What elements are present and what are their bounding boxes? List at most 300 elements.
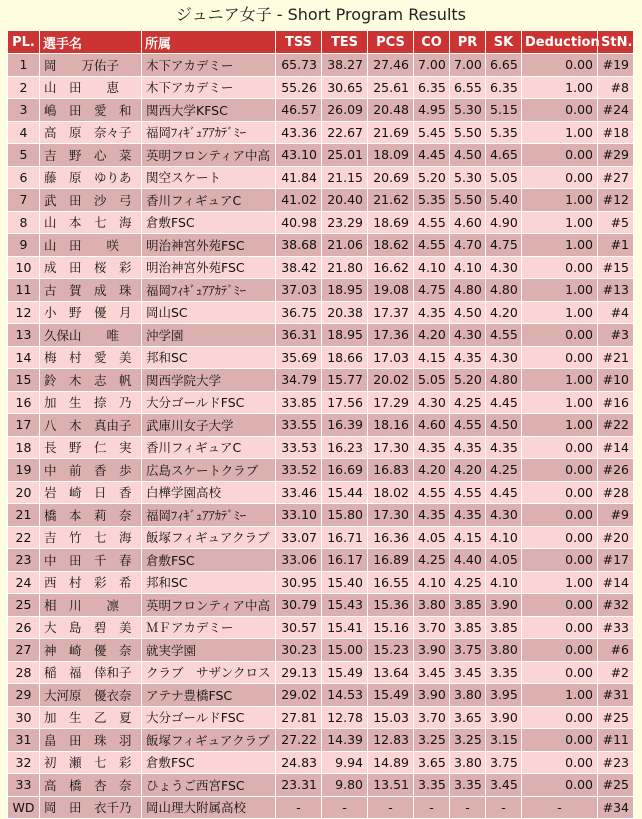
start-number-cell: #29 [598, 144, 634, 167]
co-cell: 4.20 [414, 459, 450, 482]
name-cell: 嶋 田 愛 和 [40, 99, 142, 122]
pcs-cell: 15.49 [368, 684, 414, 707]
sk-cell: 4.30 [486, 504, 522, 527]
tss-cell: 29.13 [276, 661, 322, 684]
sk-cell: 6.35 [486, 76, 522, 99]
tss-cell: 40.98 [276, 211, 322, 234]
pcs-cell: 17.03 [368, 346, 414, 369]
name-cell: 大 島 碧 美 [40, 616, 142, 639]
tss-cell: 27.81 [276, 706, 322, 729]
name-cell: 神 崎 優 奈 [40, 639, 142, 662]
tss-cell: 30.57 [276, 616, 322, 639]
pr-cell: 6.55 [450, 76, 486, 99]
tss-cell: 33.06 [276, 549, 322, 572]
tss-cell: 41.84 [276, 166, 322, 189]
pr-cell: 4.50 [450, 144, 486, 167]
pcs-cell: 17.36 [368, 324, 414, 347]
start-number-cell: #18 [598, 121, 634, 144]
table-row [8, 594, 634, 617]
deduction-cell: 1.00 [522, 121, 598, 144]
tss-cell: 33.55 [276, 414, 322, 437]
tss-cell: 38.42 [276, 256, 322, 279]
sk-cell: 3.90 [486, 594, 522, 617]
table-row [8, 324, 634, 347]
name-cell: 初 瀬 七 彩 [40, 751, 142, 774]
table-row [8, 189, 634, 212]
sk-cell: 3.90 [486, 706, 522, 729]
place-cell: 33 [8, 774, 40, 797]
tes-cell: 12.78 [322, 706, 368, 729]
start-number-cell: #20 [598, 526, 634, 549]
tes-cell: 18.66 [322, 346, 368, 369]
sk-cell: 3.75 [486, 751, 522, 774]
pr-cell: 4.15 [450, 526, 486, 549]
tss-cell: 33.07 [276, 526, 322, 549]
col-header-pr: PR [450, 31, 486, 54]
table-row [8, 121, 634, 144]
pcs-cell: 17.37 [368, 301, 414, 324]
co-cell: 3.70 [414, 706, 450, 729]
name-cell: 橋 本 莉 奈 [40, 504, 142, 527]
tss-cell: 33.52 [276, 459, 322, 482]
place-cell: 4 [8, 121, 40, 144]
sk-cell: 4.20 [486, 301, 522, 324]
pr-cell: 4.35 [450, 436, 486, 459]
place-cell: 6 [8, 166, 40, 189]
place-cell: 19 [8, 459, 40, 482]
sk-cell: 4.55 [486, 324, 522, 347]
pcs-cell: 16.62 [368, 256, 414, 279]
start-number-cell: #1 [598, 234, 634, 257]
name-cell: 高 原 奈々子 [40, 121, 142, 144]
tes-cell: - [322, 796, 368, 819]
start-number-cell: #9 [598, 504, 634, 527]
col-header-tes: TES [322, 31, 368, 54]
place-cell: 23 [8, 549, 40, 572]
name-cell: 中 田 千 春 [40, 549, 142, 572]
deduction-cell: 0.00 [522, 549, 598, 572]
start-number-cell: #31 [598, 684, 634, 707]
start-number-cell: #24 [598, 99, 634, 122]
pcs-cell: 16.36 [368, 526, 414, 549]
start-number-cell: #28 [598, 481, 634, 504]
tss-cell: 43.10 [276, 144, 322, 167]
club-cell: 英明フロンティア中高 [142, 594, 276, 617]
club-cell: 倉敷FSC [142, 751, 276, 774]
tss-cell: 38.68 [276, 234, 322, 257]
co-cell: 4.55 [414, 234, 450, 257]
start-number-cell: #33 [598, 616, 634, 639]
name-cell: 久保山 唯 [40, 324, 142, 347]
name-cell: 藤 原 ゆりあ [40, 166, 142, 189]
table-row [8, 616, 634, 639]
name-cell: 畠 田 珠 羽 [40, 729, 142, 752]
tss-cell: 37.03 [276, 279, 322, 302]
tes-cell: 14.39 [322, 729, 368, 752]
tes-cell: 21.06 [322, 234, 368, 257]
table-row [8, 706, 634, 729]
place-cell: 2 [8, 76, 40, 99]
results-body [8, 54, 634, 819]
name-cell: 中 前 香 歩 [40, 459, 142, 482]
tes-cell: 16.69 [322, 459, 368, 482]
start-number-cell: #17 [598, 549, 634, 572]
pcs-cell: 17.30 [368, 504, 414, 527]
pcs-cell: 16.89 [368, 549, 414, 572]
pr-cell: 3.80 [450, 751, 486, 774]
header-row [8, 31, 634, 54]
deduction-cell: 0.00 [522, 54, 598, 77]
tes-cell: 9.80 [322, 774, 368, 797]
club-cell: 香川フィギュアC [142, 436, 276, 459]
club-cell: 明治神宮外苑FSC [142, 256, 276, 279]
name-cell: 加 生 乙 夏 [40, 706, 142, 729]
deduction-cell: 0.00 [522, 616, 598, 639]
start-number-cell: #15 [598, 256, 634, 279]
club-cell: ひょうご西宮FSC [142, 774, 276, 797]
start-number-cell: #26 [598, 459, 634, 482]
co-cell: 3.90 [414, 639, 450, 662]
tes-cell: 21.80 [322, 256, 368, 279]
col-header-deduction: Deduction [522, 31, 598, 54]
name-cell: 山 田 咲 [40, 234, 142, 257]
place-cell: 13 [8, 324, 40, 347]
co-cell: 5.35 [414, 189, 450, 212]
tss-cell: 24.83 [276, 751, 322, 774]
col-header-co: CO [414, 31, 450, 54]
sk-cell: 3.15 [486, 729, 522, 752]
club-cell: 岡山SC [142, 301, 276, 324]
name-cell: 吉 竹 七 海 [40, 526, 142, 549]
tes-cell: 15.43 [322, 594, 368, 617]
tss-cell: 46.57 [276, 99, 322, 122]
place-cell: 7 [8, 189, 40, 212]
pcs-cell: 14.89 [368, 751, 414, 774]
place-cell: WD [8, 796, 40, 819]
table-row [8, 684, 634, 707]
tss-cell: 27.22 [276, 729, 322, 752]
co-cell: 4.35 [414, 436, 450, 459]
pr-cell: 3.65 [450, 706, 486, 729]
tes-cell: 18.95 [322, 279, 368, 302]
pr-cell: 5.30 [450, 166, 486, 189]
pr-cell: 4.80 [450, 279, 486, 302]
start-number-cell: #13 [598, 279, 634, 302]
start-number-cell: #10 [598, 369, 634, 392]
sk-cell: 5.15 [486, 99, 522, 122]
deduction-cell: - [522, 796, 598, 819]
pr-cell: 7.00 [450, 54, 486, 77]
results-table [7, 30, 634, 819]
co-cell: 4.55 [414, 211, 450, 234]
co-cell: 5.05 [414, 369, 450, 392]
pr-cell: 5.30 [450, 99, 486, 122]
deduction-cell: 0.00 [522, 639, 598, 662]
pr-cell: 3.85 [450, 616, 486, 639]
place-cell: 24 [8, 571, 40, 594]
pr-cell: 3.45 [450, 661, 486, 684]
club-cell: クラブ サザンクロス [142, 661, 276, 684]
pcs-cell: 21.69 [368, 121, 414, 144]
place-cell: 1 [8, 54, 40, 77]
club-cell: 英明フロンティア中高 [142, 144, 276, 167]
place-cell: 16 [8, 391, 40, 414]
pcs-cell: 20.48 [368, 99, 414, 122]
tss-cell: 33.85 [276, 391, 322, 414]
tss-cell: - [276, 796, 322, 819]
deduction-cell: 1.00 [522, 571, 598, 594]
name-cell: 相 川 凛 [40, 594, 142, 617]
club-cell: 明治神宮外苑FSC [142, 234, 276, 257]
pcs-cell: 15.36 [368, 594, 414, 617]
place-cell: 27 [8, 639, 40, 662]
tes-cell: 23.29 [322, 211, 368, 234]
start-number-cell: #19 [598, 54, 634, 77]
pcs-cell: 19.08 [368, 279, 414, 302]
tss-cell: 33.46 [276, 481, 322, 504]
pr-cell: 3.80 [450, 684, 486, 707]
pcs-cell: 16.83 [368, 459, 414, 482]
tss-cell: 29.02 [276, 684, 322, 707]
place-cell: 3 [8, 99, 40, 122]
name-cell: 梅 村 愛 美 [40, 346, 142, 369]
pr-cell: 4.55 [450, 414, 486, 437]
page-title: ジュニア女子 - Short Program Results [175, 5, 467, 24]
pcs-cell: 25.61 [368, 76, 414, 99]
deduction-cell: 1.00 [522, 234, 598, 257]
pr-cell: 4.20 [450, 459, 486, 482]
pr-cell: 3.85 [450, 594, 486, 617]
table-row [8, 256, 634, 279]
table-row [8, 459, 634, 482]
club-cell: 飯塚フィギュアクラブ [142, 729, 276, 752]
deduction-cell: 0.00 [522, 436, 598, 459]
sk-cell: 4.10 [486, 526, 522, 549]
col-header-pcs: PCS [368, 31, 414, 54]
table-row [8, 639, 634, 662]
pr-cell: 4.25 [450, 571, 486, 594]
place-cell: 32 [8, 751, 40, 774]
co-cell: 5.45 [414, 121, 450, 144]
table-row [8, 526, 634, 549]
pcs-cell: 15.16 [368, 616, 414, 639]
tss-cell: 41.02 [276, 189, 322, 212]
tes-cell: 21.15 [322, 166, 368, 189]
place-cell: 21 [8, 504, 40, 527]
place-cell: 20 [8, 481, 40, 504]
sk-cell: 4.35 [486, 436, 522, 459]
name-cell: 岩 崎 日 香 [40, 481, 142, 504]
club-cell: 邦和SC [142, 571, 276, 594]
name-cell: 大河原 優衣奈 [40, 684, 142, 707]
deduction-cell: 0.00 [522, 729, 598, 752]
table-row [8, 504, 634, 527]
place-cell: 14 [8, 346, 40, 369]
deduction-cell: 0.00 [522, 504, 598, 527]
pcs-cell: 20.69 [368, 166, 414, 189]
name-cell: 高 橋 杏 奈 [40, 774, 142, 797]
pcs-cell: 18.16 [368, 414, 414, 437]
start-number-cell: #5 [598, 211, 634, 234]
sk-cell: 5.05 [486, 166, 522, 189]
deduction-cell: 1.00 [522, 391, 598, 414]
pr-cell: 4.50 [450, 301, 486, 324]
pr-cell: 4.35 [450, 346, 486, 369]
co-cell: 6.35 [414, 76, 450, 99]
start-number-cell: #14 [598, 436, 634, 459]
start-number-cell: #25 [598, 774, 634, 797]
deduction-cell: 1.00 [522, 369, 598, 392]
name-cell: 山 本 七 海 [40, 211, 142, 234]
club-cell: 武庫川女子大学 [142, 414, 276, 437]
place-cell: 29 [8, 684, 40, 707]
name-cell: 稲 福 倖和子 [40, 661, 142, 684]
place-cell: 8 [8, 211, 40, 234]
name-cell: 山 田 恵 [40, 76, 142, 99]
start-number-cell: #14 [598, 571, 634, 594]
table-row [8, 369, 634, 392]
tes-cell: 20.40 [322, 189, 368, 212]
club-cell: 飯塚フィギュアクラブ [142, 526, 276, 549]
tss-cell: 65.73 [276, 54, 322, 77]
co-cell: 4.75 [414, 279, 450, 302]
sk-cell: 4.90 [486, 211, 522, 234]
start-number-cell: #21 [598, 346, 634, 369]
sk-cell: 3.85 [486, 616, 522, 639]
pr-cell: 4.35 [450, 504, 486, 527]
tss-cell: 33.10 [276, 504, 322, 527]
club-cell: 香川フィギュアC [142, 189, 276, 212]
tes-cell: 9.94 [322, 751, 368, 774]
club-cell: 広島スケートクラブ [142, 459, 276, 482]
tss-cell: 35.69 [276, 346, 322, 369]
name-cell: 西 村 彩 希 [40, 571, 142, 594]
pcs-cell: 13.64 [368, 661, 414, 684]
pr-cell: 5.50 [450, 121, 486, 144]
start-number-cell: #8 [598, 76, 634, 99]
tss-cell: 30.79 [276, 594, 322, 617]
sk-cell: 4.10 [486, 571, 522, 594]
name-cell: 吉 野 心 菜 [40, 144, 142, 167]
pr-cell: 4.60 [450, 211, 486, 234]
tes-cell: 15.80 [322, 504, 368, 527]
co-cell: 5.20 [414, 166, 450, 189]
place-cell: 10 [8, 256, 40, 279]
name-cell: 八 木 真由子 [40, 414, 142, 437]
tes-cell: 25.01 [322, 144, 368, 167]
co-cell: 4.05 [414, 526, 450, 549]
pcs-cell: 18.02 [368, 481, 414, 504]
start-number-cell: #34 [598, 796, 634, 819]
tes-cell: 16.39 [322, 414, 368, 437]
pcs-cell: - [368, 796, 414, 819]
deduction-cell: 0.00 [522, 526, 598, 549]
tes-cell: 18.95 [322, 324, 368, 347]
deduction-cell: 0.00 [522, 166, 598, 189]
co-cell: - [414, 796, 450, 819]
table-row [8, 796, 634, 819]
start-number-cell: #23 [598, 751, 634, 774]
start-number-cell: #11 [598, 729, 634, 752]
start-number-cell: #25 [598, 706, 634, 729]
sk-cell: 4.45 [486, 481, 522, 504]
club-cell: 大分ゴールドFSC [142, 391, 276, 414]
co-cell: 4.30 [414, 391, 450, 414]
co-cell: 4.25 [414, 549, 450, 572]
pcs-cell: 18.62 [368, 234, 414, 257]
club-cell: 関西学院大学 [142, 369, 276, 392]
place-cell: 12 [8, 301, 40, 324]
club-cell: 岡山理大附属高校 [142, 796, 276, 819]
pcs-cell: 20.02 [368, 369, 414, 392]
sk-cell: 4.80 [486, 279, 522, 302]
sk-cell: - [486, 796, 522, 819]
place-cell: 31 [8, 729, 40, 752]
pr-cell: 4.25 [450, 391, 486, 414]
place-cell: 17 [8, 414, 40, 437]
start-number-cell: #32 [598, 594, 634, 617]
pcs-cell: 15.03 [368, 706, 414, 729]
place-cell: 9 [8, 234, 40, 257]
name-cell: 鈴 木 志 帆 [40, 369, 142, 392]
deduction-cell: 0.00 [522, 706, 598, 729]
name-cell: 加 生 捺 乃 [40, 391, 142, 414]
sk-cell: 3.80 [486, 639, 522, 662]
pcs-cell: 21.62 [368, 189, 414, 212]
tes-cell: 17.56 [322, 391, 368, 414]
co-cell: 3.70 [414, 616, 450, 639]
co-cell: 3.45 [414, 661, 450, 684]
sk-cell: 5.40 [486, 189, 522, 212]
deduction-cell: 0.00 [522, 256, 598, 279]
tes-cell: 22.67 [322, 121, 368, 144]
co-cell: 4.60 [414, 414, 450, 437]
table-row [8, 571, 634, 594]
pr-cell: 3.35 [450, 774, 486, 797]
sk-cell: 4.45 [486, 391, 522, 414]
start-number-cell: #3 [598, 324, 634, 347]
pr-cell: 4.55 [450, 481, 486, 504]
pcs-cell: 13.51 [368, 774, 414, 797]
co-cell: 4.45 [414, 144, 450, 167]
club-cell: 関空スケート [142, 166, 276, 189]
table-row [8, 346, 634, 369]
co-cell: 3.80 [414, 594, 450, 617]
pcs-cell: 18.09 [368, 144, 414, 167]
deduction-cell: 0.00 [522, 324, 598, 347]
pr-cell: 4.30 [450, 324, 486, 347]
tss-cell: 36.31 [276, 324, 322, 347]
co-cell: 4.55 [414, 481, 450, 504]
table-row [8, 729, 634, 752]
tes-cell: 16.23 [322, 436, 368, 459]
deduction-cell: 1.00 [522, 279, 598, 302]
start-number-cell: #2 [598, 661, 634, 684]
deduction-cell: 1.00 [522, 211, 598, 234]
co-cell: 3.65 [414, 751, 450, 774]
co-cell: 4.35 [414, 504, 450, 527]
pr-cell: 5.20 [450, 369, 486, 392]
sk-cell: 4.80 [486, 369, 522, 392]
club-cell: 福岡ﾌｨｷﾞｭｱｱｶﾃﾞﾐｰ [142, 504, 276, 527]
pcs-cell: 16.55 [368, 571, 414, 594]
pcs-cell: 27.46 [368, 54, 414, 77]
pcs-cell: 18.69 [368, 211, 414, 234]
sk-cell: 6.65 [486, 54, 522, 77]
tes-cell: 26.09 [322, 99, 368, 122]
place-cell: 18 [8, 436, 40, 459]
sk-cell: 4.75 [486, 234, 522, 257]
